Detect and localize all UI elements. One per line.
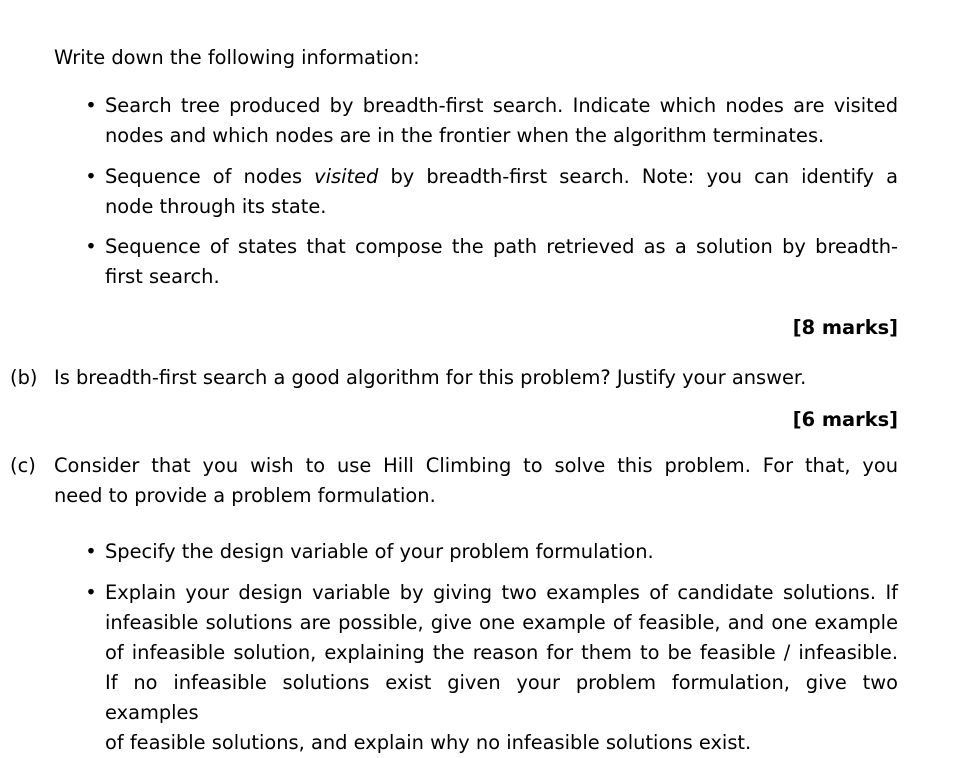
- list-item: Specify the design variable of your problem formulation.: [105, 540, 654, 563]
- bullet-icon: •: [85, 165, 97, 188]
- list-item: Explain your design variable by giving two examples of candidate solutions. If infeasible solutions are possible, give one example of feasible, and one example of infeasible solution, explaining the reason for them to be feasible / infeasible. If no infeasible solutions exist given your problem formulation, give two examples of feasible solutions, and explain why no infeasible solutions exist.: [105, 581, 898, 754]
- bullet-icon: •: [85, 581, 97, 604]
- bullet-icon: •: [85, 235, 97, 258]
- list-item: Sequence of states that compose the path retrieved as a solution by breadth- first search.: [105, 235, 898, 288]
- intro-text: Write down the following information:: [54, 46, 420, 69]
- part-a-marks: [8 marks]: [792, 316, 898, 339]
- part-c-text: Consider that you wish to use Hill Climbing to solve this problem. For that, you need to provide a problem formulation.: [54, 454, 898, 507]
- part-c-label: (c): [10, 454, 36, 477]
- part-b-label: (b): [10, 366, 38, 389]
- bullet-icon: •: [85, 540, 97, 563]
- part-b-marks: [6 marks]: [792, 408, 898, 431]
- list-item: Sequence of nodes visited by breadth-first search. Note: you can identify a node through its state.: [105, 165, 898, 218]
- part-b-text: Is breadth-first search a good algorithm for this problem? Justify your answer.: [54, 366, 807, 389]
- list-item: Search tree produced by breadth-first search. Indicate which nodes are visited nodes and which nodes are in the frontier when the algorithm terminates.: [105, 94, 898, 147]
- bullet-icon: •: [85, 94, 97, 117]
